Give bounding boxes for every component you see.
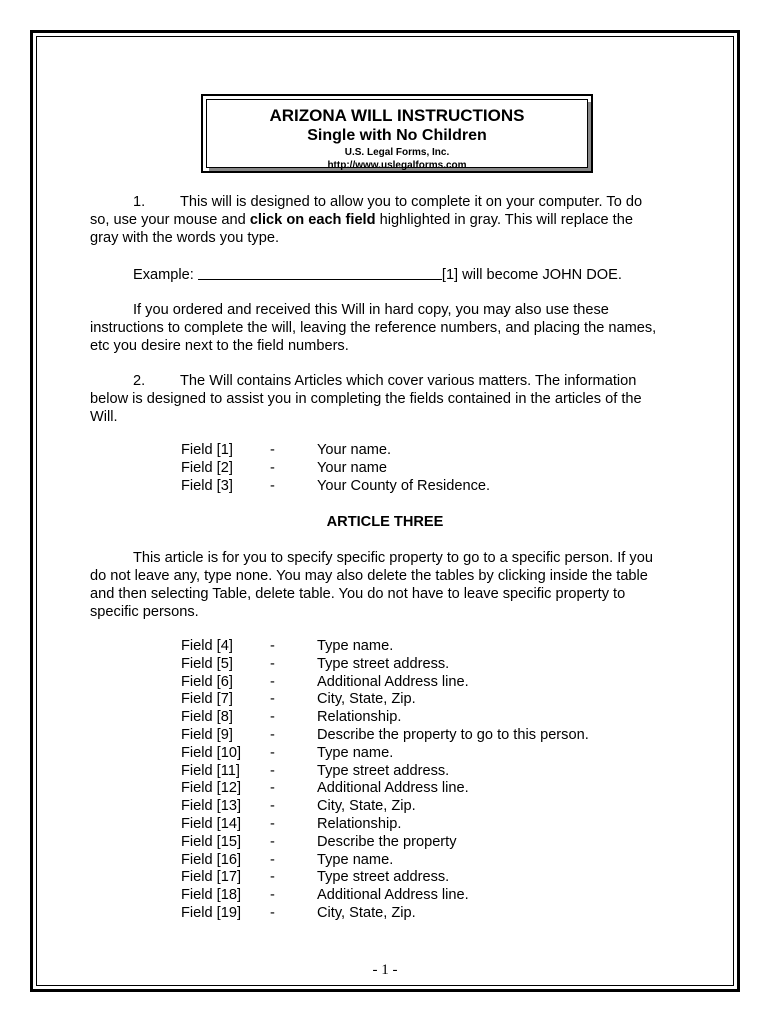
- field-list-2: [181, 638, 589, 923]
- field-dash: -: [270, 762, 275, 779]
- field-label: Field [2]: [181, 459, 233, 476]
- field-dash: -: [270, 638, 275, 654]
- field-dash: -: [270, 477, 275, 494]
- field-dash: -: [270, 691, 275, 708]
- field-label: Field [8]: [181, 709, 233, 726]
- hard-copy-line-2: instructions to complete the will, leaving the reference numbers, and placing the names,: [90, 320, 657, 336]
- paragraph-1-line-2b: highlighted in gray. This will replace the: [375, 212, 633, 228]
- field-label: Field [11]: [181, 762, 240, 779]
- paragraph-2: [90, 372, 690, 426]
- field-row: [181, 460, 490, 478]
- field-row: [181, 763, 589, 781]
- field-description: Type street address.: [317, 762, 450, 779]
- field-row: [181, 834, 589, 852]
- field-row: [181, 727, 589, 745]
- field-description: Type name.: [317, 638, 394, 654]
- field-description: Your name: [317, 459, 388, 476]
- field-row: [181, 745, 589, 763]
- title-box-inner: [206, 99, 588, 171]
- paragraph-1-line-3: gray with the words you type.: [90, 230, 279, 246]
- field-description: Type street address.: [317, 655, 450, 672]
- field-label: Field [17]: [181, 869, 242, 886]
- hard-copy-paragraph: [90, 301, 690, 355]
- field-description: Type street address.: [317, 869, 450, 886]
- field-row: [181, 656, 589, 674]
- field-description: Type name.: [317, 851, 394, 868]
- field-label: Field [16]: [181, 851, 242, 868]
- hard-copy-line-1: If you ordered and received this Will in hard copy, you may also use these: [133, 302, 609, 318]
- field-dash: -: [270, 798, 275, 815]
- field-row: [181, 887, 589, 905]
- page-number: - 1 -: [372, 962, 398, 978]
- field-description: Additional Address line.: [317, 887, 469, 904]
- field-description: Type name.: [317, 744, 394, 761]
- field-row: [181, 709, 589, 727]
- field-row: [181, 798, 589, 816]
- paragraph-2-line-2: below is designed to assist you in completing the fields contained in the articles of the: [90, 391, 642, 407]
- field-label: Field [10]: [181, 744, 242, 761]
- example-label: Example:: [133, 267, 198, 283]
- field-label: Field [7]: [181, 691, 233, 708]
- field-list-1: [181, 442, 490, 495]
- field-label: Field [12]: [181, 780, 242, 797]
- field-dash: -: [270, 815, 275, 832]
- field-dash: -: [270, 655, 275, 672]
- field-row: [181, 816, 589, 834]
- hard-copy-line-3: etc you desire next to the field numbers.: [90, 338, 349, 354]
- field-label: Field [14]: [181, 815, 242, 832]
- field-label: Field [1]: [181, 442, 233, 458]
- field-dash: -: [270, 851, 275, 868]
- field-row: [181, 905, 589, 923]
- field-row: [181, 638, 589, 656]
- field-row: [181, 780, 589, 798]
- field-description: Describe the property: [317, 833, 457, 850]
- example-line: [133, 265, 622, 284]
- field-label: Field [15]: [181, 833, 242, 850]
- field-dash: -: [270, 726, 275, 743]
- article-three-line-3: and then selecting Table, delete table. You do not have to leave specific property to: [90, 586, 626, 602]
- field-label: Field [9]: [181, 726, 233, 743]
- paragraph-1: [90, 193, 690, 247]
- field-dash: -: [270, 780, 275, 797]
- field-dash: -: [270, 459, 275, 476]
- field-label: Field [18]: [181, 887, 242, 904]
- article-three-heading: ARTICLE THREE: [326, 514, 444, 530]
- company-name: U.S. Legal Forms, Inc.: [344, 147, 450, 158]
- field-dash: -: [270, 869, 275, 886]
- paragraph-1-line-2a: so, use your mouse and: [90, 212, 250, 228]
- field-label: Field [5]: [181, 655, 233, 672]
- paragraph-1-bold: click on each field: [249, 212, 376, 228]
- field-dash: -: [270, 887, 275, 904]
- paragraph-2-line-1: The Will contains Articles which cover various matters. The information: [180, 373, 637, 389]
- article-three-line-4: specific persons.: [90, 604, 199, 620]
- field-row: [181, 442, 490, 460]
- article-three-line-2: do not leave any, type none. You may also delete the tables by clicking inside the table: [90, 568, 648, 584]
- field-label: Field [3]: [181, 477, 233, 494]
- field-dash: -: [270, 673, 275, 690]
- field-description: Your name.: [317, 442, 392, 458]
- field-description: City, State, Zip.: [317, 904, 416, 921]
- field-dash: -: [270, 709, 275, 726]
- field-dash: -: [270, 833, 275, 850]
- paragraph-1-line-1: This will is designed to allow you to complete it on your computer. To do: [180, 194, 643, 210]
- paragraph-2-number: 2.: [133, 373, 146, 389]
- field-description: City, State, Zip.: [317, 798, 416, 815]
- field-row: [181, 869, 589, 887]
- field-description: Additional Address line.: [317, 780, 469, 797]
- field-description: Relationship.: [317, 709, 402, 726]
- company-url: http://www.uslegalforms.com: [327, 160, 467, 171]
- field-label: Field [4]: [181, 638, 233, 654]
- document-title: ARIZONA WILL INSTRUCTIONS: [269, 106, 525, 125]
- field-row: [181, 674, 589, 692]
- field-dash: -: [270, 744, 275, 761]
- field-row: [181, 478, 490, 496]
- field-label: Field [19]: [181, 904, 242, 921]
- article-three-paragraph: [90, 549, 690, 621]
- field-description: Describe the property to go to this person.: [317, 726, 589, 743]
- field-row: [181, 852, 589, 870]
- field-label: Field [13]: [181, 798, 242, 815]
- field-dash: -: [270, 904, 275, 921]
- field-row: [181, 691, 589, 709]
- paragraph-2-line-3: Will.: [90, 409, 118, 425]
- field-description: Additional Address line.: [317, 673, 469, 690]
- field-description: City, State, Zip.: [317, 691, 416, 708]
- example-blank: [198, 265, 442, 280]
- field-dash: -: [270, 442, 275, 458]
- title-box: [201, 94, 593, 173]
- article-three-line-1: This article is for you to specify specific property to go to a specific person. If you: [133, 550, 653, 566]
- example-rest: [1] will become JOHN DOE.: [441, 267, 622, 283]
- paragraph-1-number: 1.: [133, 194, 146, 210]
- field-description: Relationship.: [317, 815, 402, 832]
- field-description: Your County of Residence.: [317, 477, 491, 494]
- document-subtitle: Single with No Children: [307, 127, 487, 144]
- field-label: Field [6]: [181, 673, 233, 690]
